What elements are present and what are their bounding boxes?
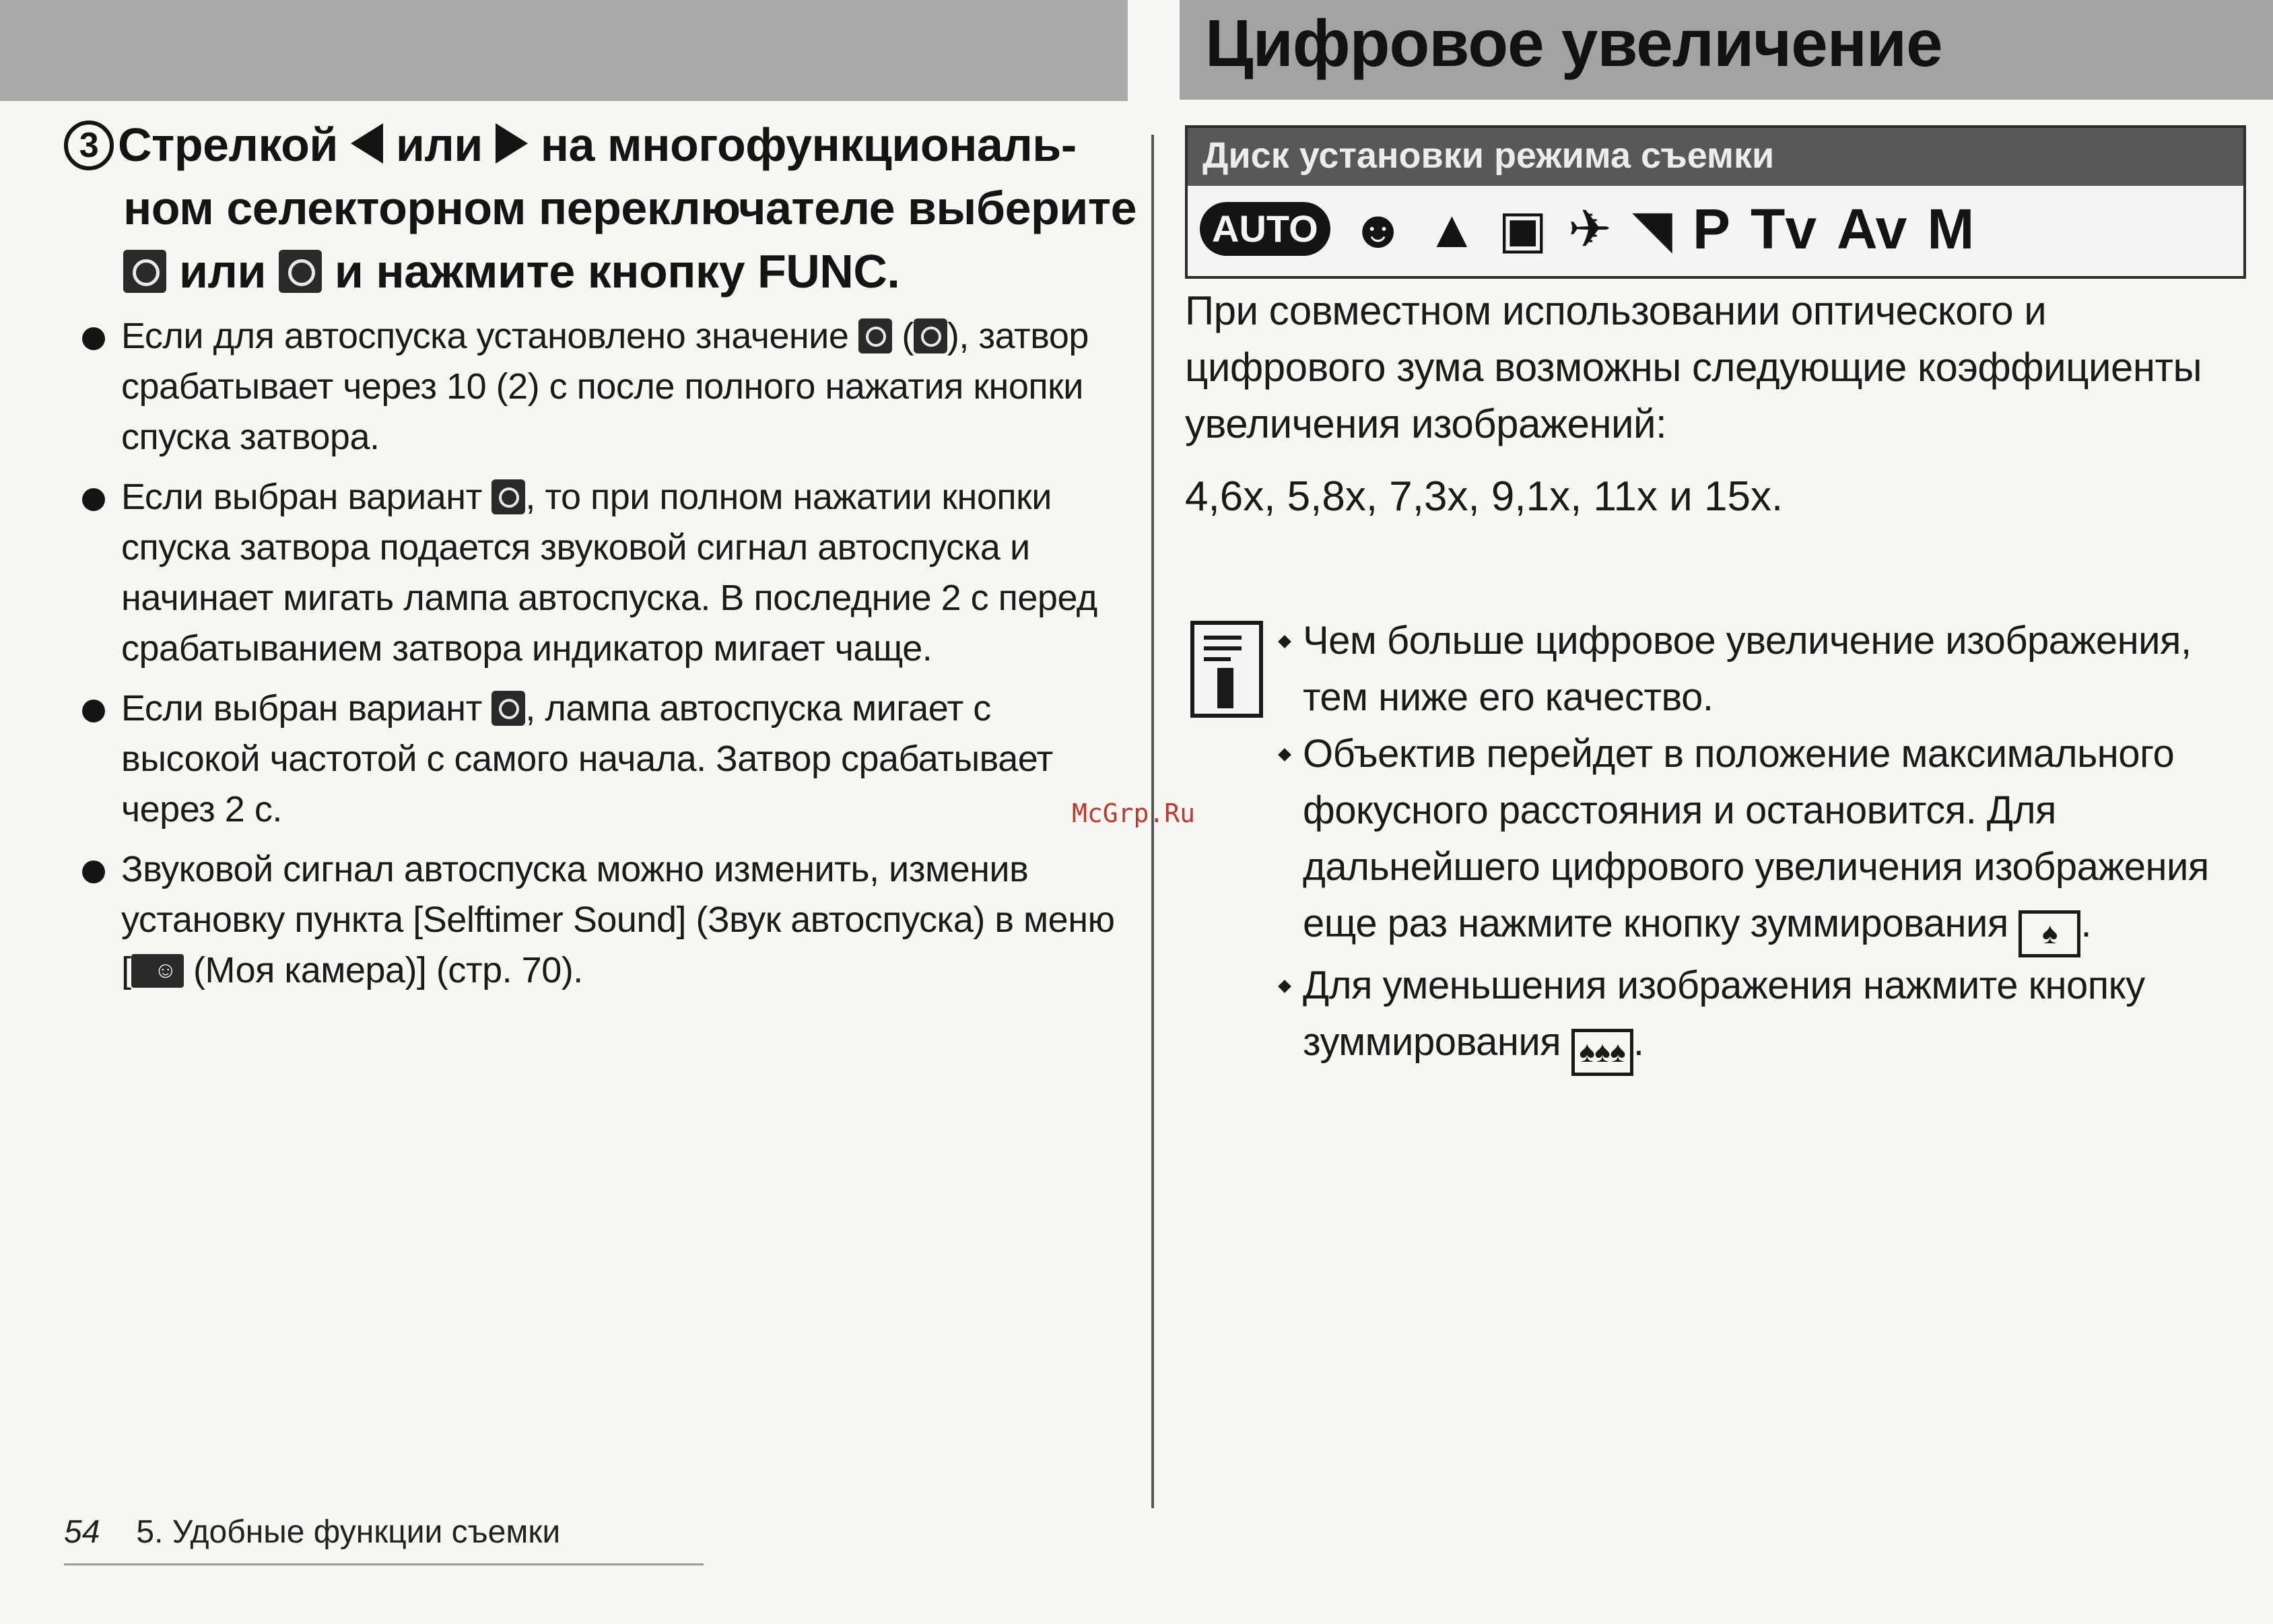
step-text: Стрелкой [118,119,338,171]
footer-rule [64,1563,704,1565]
zoom-tele-icon: ♠ [2018,910,2080,957]
bullet-text: Звуковой сигнал автоспуска можно изменить, изменив установку пункта [Selftimer Sound] (Звук автоспуска) в меню [ [121,849,1115,990]
step-number: 3 [64,121,114,170]
bullet-text: ( [902,316,914,356]
bullet-list [121,311,1118,1005]
list-item [121,844,1118,996]
movie-mode-icon: ◥ [1631,199,1672,259]
mode-av: Av [1837,197,1907,261]
my-camera-icon [131,954,184,988]
zoom-wide-icon: ♠♠♠ [1571,1029,1633,1076]
night-scene-mode-icon: ▣ [1497,199,1548,259]
bullet-text: Если выбран вариант [121,688,482,729]
section-title: 5. Удобные функции съемки [136,1514,561,1550]
sports-mode-icon: ✈ [1567,199,1612,259]
mode-dial-box [1185,125,2246,279]
selftimer-2s-icon [491,691,525,726]
selftimer-10s-icon [123,250,166,293]
watermark: McGrp.Ru [1072,799,1196,828]
header-band-left [0,0,1128,101]
bullet-text: ), [947,316,969,356]
step-text: или [395,119,483,171]
step-instruction [64,113,1137,303]
selftimer-10s-icon [858,318,892,353]
page-title: Цифровое увеличение [1205,6,1942,80]
notes-list [1303,613,2245,1076]
auto-mode-icon: AUTO [1200,202,1330,256]
step-text: или [178,245,266,298]
bullet-text: (Моя камера)] (стр. 70). [193,950,583,990]
note-icon [1190,621,1263,718]
list-item [121,472,1118,674]
arrow-right-icon [496,123,528,164]
note-text: . [2080,902,2092,945]
step-line-2: ном селекторном переключателе выберите [123,182,1137,234]
note-text: Для уменьшения изображения нажмите кнопку зуммирования [1303,963,2145,1064]
step-line-1 [64,113,1128,176]
mode-dial-label: Диск установки режима съемки [1202,135,1775,176]
mode-m: M [1927,197,1975,261]
bullet-text: , то при полном нажатии кнопки спуска затвора подается звуковой сигнал автоспуска и начинает мигать лампа автоспуска. В последние 2 с перед срабатыванием затвора индикатор мигает чаще. [121,477,1097,669]
note-text: Чем больше цифровое увеличение изображения, тем ниже его качество. [1303,619,2192,719]
arrow-left-icon [351,123,383,164]
portrait-mode-icon: ☻ [1350,199,1406,259]
list-item [121,683,1118,835]
landscape-mode-icon: ▲ [1425,199,1478,259]
bullet-text: Если для автоспуска установлено значение [121,316,849,356]
note-item [1303,613,2245,726]
selftimer-2s-icon [914,318,947,353]
note-item [1303,957,2245,1076]
step-text: и нажмите кнопку FUNC. [334,245,900,298]
page-number: 54 [64,1514,100,1550]
mode-p: P [1692,197,1731,261]
bullet-text: затвор срабатывает через 10 (2) с после полного нажатия кнопки спуска затвора. [121,316,1089,457]
note-item [1303,726,2245,957]
selftimer-10s-icon [491,479,525,514]
mode-dial-header [1188,128,2243,186]
list-item [121,311,1118,463]
mode-tv: Tv [1751,197,1817,261]
step-text: на многофункциональ- [540,119,1077,171]
note-text: . [1633,1020,1644,1064]
mode-icons [1200,195,1974,263]
zoom-factors: 4,6x, 5,8x, 7,3x, 9,1x, 11x и 15x. [1185,473,1784,520]
step-line-3 [64,240,1128,303]
selftimer-2s-icon [279,250,322,293]
intro-paragraph: При совместном использовании оптического и цифрового зума возможны следующие коэффициенты увеличения изображений: [1185,288,2202,446]
note-text: Объектив перейдет в положение максимального фокусного расстояния и остановится. Для дальнейшего цифрового увеличения изображения еще раз нажмите кнопку зуммирования [1303,732,2209,945]
page-footer [64,1514,560,1551]
bullet-text: , лампа автоспуска мигает с высокой частотой с самого начала. Затвор срабатывает через 2 с. [121,688,1053,830]
bullet-text: Если выбран вариант [121,477,482,517]
